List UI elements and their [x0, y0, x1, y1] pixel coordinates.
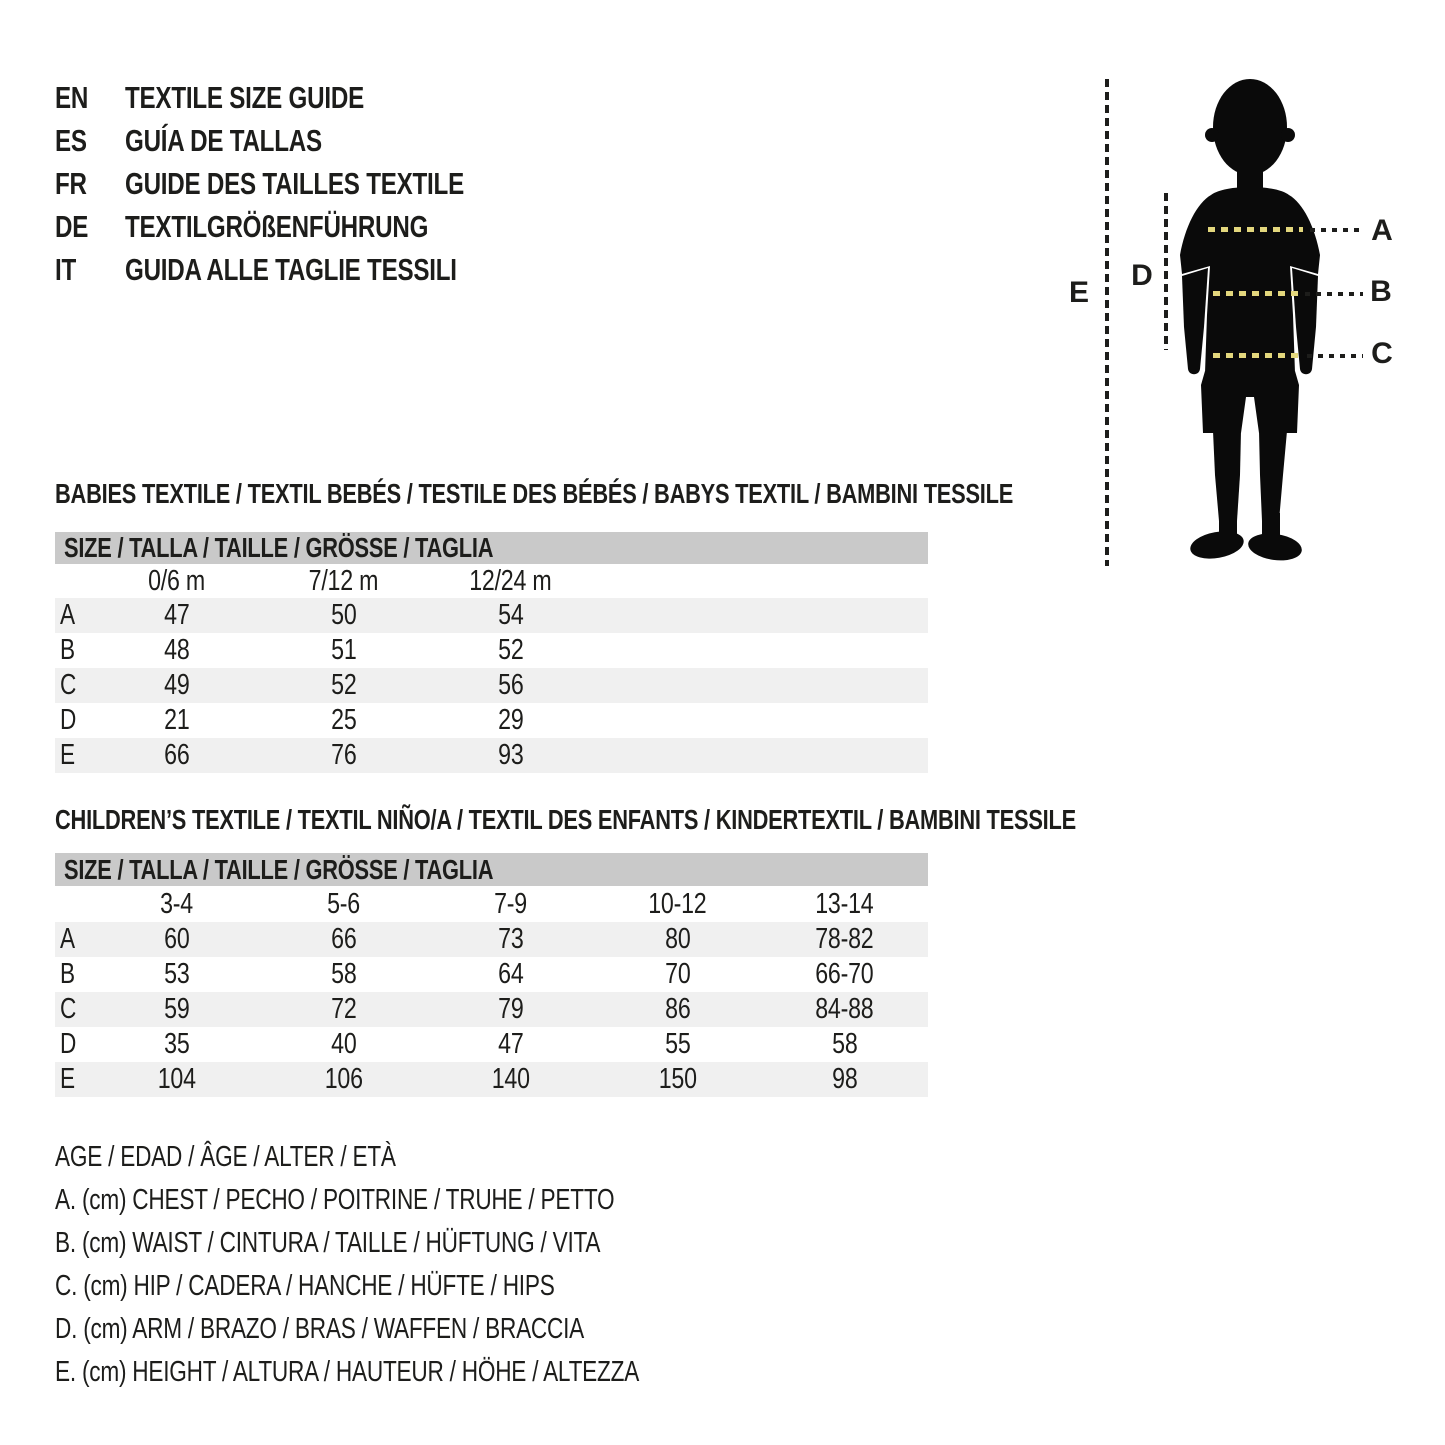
legend-line-text: E. (cm) HEIGHT / ALTURA / HAUTEUR / HÖHE / ALTEZZA — [55, 1356, 640, 1388]
table-cell-text: 140 — [491, 1063, 530, 1095]
table-cell — [594, 923, 761, 956]
row-label — [55, 958, 93, 991]
table-cell-text: 51 — [330, 634, 357, 666]
children-section-title-text: CHILDREN’S TEXTILE / TEXTIL NIÑO/A / TEXTIL DES ENFANTS / KINDERTEXTIL / BAMBINI TESSILE — [55, 804, 1076, 835]
table-cell-text: 66 — [330, 923, 357, 955]
language-guide-title: GUÍA DE TALLAS — [125, 122, 322, 158]
table-cell — [93, 599, 260, 632]
table-cell-text: 72 — [330, 993, 357, 1025]
column-header-text: 5-6 — [327, 887, 360, 920]
table-cell-text: 84-88 — [815, 993, 874, 1025]
table-cell-text: 25 — [330, 704, 357, 736]
table-cell — [260, 1063, 427, 1096]
babies-section-title-text: BABIES TEXTILE / TEXTIL BEBÉS / TESTILE DES BÉBÉS / BABYS TEXTIL / BAMBINI TESSILE — [55, 478, 1014, 509]
table-cell-text: 60 — [163, 923, 190, 955]
table-cell-text: 56 — [497, 669, 524, 701]
table-cell — [594, 993, 761, 1026]
table-row — [55, 922, 928, 957]
table-cell — [427, 599, 594, 632]
legend-line — [55, 1351, 804, 1394]
column-header — [93, 888, 260, 921]
table-cell — [427, 634, 594, 667]
table-cell — [260, 669, 427, 702]
table-cell — [427, 923, 594, 956]
column-header — [761, 888, 928, 921]
table-row — [55, 598, 928, 633]
table-row — [55, 1062, 928, 1097]
table-cell-text: 47 — [163, 599, 190, 631]
table-row — [55, 738, 928, 773]
row-label-text: E — [60, 1063, 75, 1095]
row-label-text: B — [60, 634, 75, 666]
waist-measure-line-B — [1213, 291, 1299, 296]
column-header-text: 12/24 m — [469, 564, 552, 597]
column-header-text: 13-14 — [815, 887, 874, 920]
table-cell-text: 29 — [497, 704, 524, 736]
legend-line-text: B. (cm) WAIST / CINTURA / TAILLE / HÜFTUNG / VITA — [55, 1227, 601, 1259]
table-cell-text: 48 — [163, 634, 190, 666]
row-label-text: C — [60, 993, 77, 1025]
table-cell-text: 104 — [157, 1063, 196, 1095]
table-cell — [427, 669, 594, 702]
table-cell — [761, 1028, 928, 1061]
table-cell-text: 54 — [497, 599, 524, 631]
column-header — [260, 565, 427, 598]
table-cell — [260, 704, 427, 737]
chest-leader-line-A — [1310, 228, 1363, 232]
table-row — [55, 957, 928, 992]
chest-measure-line-A — [1208, 227, 1303, 232]
children-size-header-text: SIZE / TALLA / TAILLE / GRÖSSE / TAGLIA — [64, 853, 494, 885]
legend-line — [55, 1136, 804, 1179]
arm-measure-line-D — [1164, 193, 1168, 350]
table-cell-text: 86 — [664, 993, 691, 1025]
table-cell-text: 50 — [330, 599, 357, 631]
row-label-text: D — [60, 1028, 77, 1060]
table-cell-text: 40 — [330, 1028, 357, 1060]
row-label-text: A — [60, 923, 75, 955]
table-cell-text: 21 — [163, 704, 190, 736]
table-cell — [93, 1028, 260, 1061]
figure-label-D: D — [1131, 259, 1153, 292]
table-cell — [260, 1028, 427, 1061]
table-cell-text: 66 — [163, 739, 190, 771]
table-cell — [427, 739, 594, 772]
figure-label-E: E — [1068, 276, 1089, 309]
legend-line-text: D. (cm) ARM / BRAZO / BRAS / WAFFEN / BRACCIA — [55, 1313, 585, 1345]
hip-leader-line-C — [1307, 354, 1363, 358]
children-size-table — [55, 853, 928, 1097]
table-cell — [427, 1063, 594, 1096]
table-cell — [93, 739, 260, 772]
table-cell — [427, 1028, 594, 1061]
table-cell-text: 66-70 — [815, 958, 874, 990]
table-row — [55, 668, 928, 703]
column-header — [427, 565, 594, 598]
column-header-text: 0/6 m — [148, 564, 205, 597]
table-cell-text: 80 — [664, 923, 691, 955]
table-cell-text: 79 — [497, 993, 524, 1025]
row-label — [55, 634, 93, 667]
row-label — [55, 1063, 93, 1096]
table-cell — [761, 923, 928, 956]
table-cell-text: 150 — [658, 1063, 697, 1095]
table-cell — [93, 1063, 260, 1096]
table-cell-text: 78-82 — [815, 923, 874, 955]
table-row — [55, 1027, 928, 1062]
row-label — [55, 704, 93, 737]
language-guide-title: GUIDA ALLE TAGLIE TESSILI — [125, 251, 457, 287]
language-title-list — [55, 76, 560, 291]
table-cell-text: 64 — [497, 958, 524, 990]
children-column-header-row — [55, 886, 928, 922]
table-cell — [93, 958, 260, 991]
table-cell-text: 49 — [163, 669, 190, 701]
table-cell-text: 106 — [324, 1063, 363, 1095]
table-cell-text: 93 — [497, 739, 524, 771]
language-row — [55, 162, 560, 205]
column-header — [260, 888, 427, 921]
table-cell — [427, 704, 594, 737]
language-guide-title: TEXTILGRÖßENFÜHRUNG — [125, 208, 429, 244]
language-row — [55, 76, 560, 119]
table-cell-text: 55 — [664, 1028, 691, 1060]
waist-leader-line-B — [1305, 292, 1363, 296]
table-cell — [260, 923, 427, 956]
row-label — [55, 739, 93, 772]
language-code: EN — [55, 79, 89, 115]
figure-label-A: A — [1371, 214, 1393, 247]
column-header-text: 3-4 — [160, 887, 193, 920]
figure-label-B: B — [1370, 275, 1392, 308]
table-cell — [260, 993, 427, 1026]
table-cell-text: 59 — [163, 993, 190, 1025]
table-row — [55, 992, 928, 1027]
table-cell — [93, 669, 260, 702]
legend-line — [55, 1179, 804, 1222]
column-header — [427, 888, 594, 921]
row-label — [55, 1028, 93, 1061]
table-cell — [93, 923, 260, 956]
language-code: DE — [55, 208, 89, 244]
table-cell-text: 52 — [330, 669, 357, 701]
table-cell — [594, 958, 761, 991]
language-code: IT — [55, 251, 77, 287]
table-row — [55, 633, 928, 668]
babies-size-header-bar — [55, 532, 928, 564]
table-cell — [93, 993, 260, 1026]
row-label-text: D — [60, 704, 77, 736]
legend-line — [55, 1222, 804, 1265]
table-cell-text: 53 — [163, 958, 190, 990]
legend-line-text: C. (cm) HIP / CADERA / HANCHE / HÜFTE / HIPS — [55, 1270, 555, 1302]
figure-label-C: C — [1371, 337, 1393, 370]
table-cell-text: 73 — [497, 923, 524, 955]
row-label-text: E — [60, 739, 75, 771]
table-cell — [761, 958, 928, 991]
children-size-header-bar — [55, 853, 928, 886]
table-cell — [260, 739, 427, 772]
children-section-title — [55, 803, 1364, 837]
row-label-text: A — [60, 599, 75, 631]
legend-line — [55, 1308, 804, 1351]
table-cell — [594, 1063, 761, 1096]
table-cell — [260, 599, 427, 632]
table-cell-text: 47 — [497, 1028, 524, 1060]
table-cell-text: 58 — [831, 1028, 858, 1060]
row-label — [55, 923, 93, 956]
language-guide-title: GUIDE DES TAILLES TEXTILE — [125, 165, 464, 201]
table-cell-text: 98 — [831, 1063, 858, 1095]
column-header-text: 10-12 — [648, 887, 707, 920]
legend-line-text: AGE / EDAD / ÂGE / ALTER / ETÀ — [55, 1141, 396, 1173]
language-row — [55, 248, 560, 291]
column-header — [594, 888, 761, 921]
table-row — [55, 703, 928, 738]
babies-column-header-row — [55, 564, 928, 598]
column-header-text: 7-9 — [494, 887, 527, 920]
table-cell-text: 35 — [163, 1028, 190, 1060]
table-cell — [427, 993, 594, 1026]
row-label-text: B — [60, 958, 75, 990]
table-cell — [260, 634, 427, 667]
table-cell — [260, 958, 427, 991]
language-row — [55, 119, 560, 162]
table-cell — [761, 993, 928, 1026]
table-cell — [594, 1028, 761, 1061]
table-cell — [761, 1063, 928, 1096]
table-cell-text: 58 — [330, 958, 357, 990]
row-label-text: C — [60, 669, 77, 701]
table-cell — [93, 704, 260, 737]
table-cell-text: 70 — [664, 958, 691, 990]
table-cell-text: 52 — [497, 634, 524, 666]
row-label — [55, 599, 93, 632]
column-header-text: 7/12 m — [308, 564, 379, 597]
row-label — [55, 993, 93, 1026]
legend-line — [55, 1265, 804, 1308]
column-header — [93, 565, 260, 598]
measurement-legend — [55, 1136, 804, 1394]
language-code: FR — [55, 165, 87, 201]
table-cell — [427, 958, 594, 991]
table-cell-text: 76 — [330, 739, 357, 771]
language-code: ES — [55, 122, 87, 158]
language-row — [55, 205, 560, 248]
table-cell — [93, 634, 260, 667]
babies-size-table — [55, 532, 928, 773]
row-label — [55, 669, 93, 702]
hip-measure-line-C — [1213, 353, 1303, 358]
language-guide-title: TEXTILE SIZE GUIDE — [125, 79, 364, 115]
babies-section-title — [55, 477, 1283, 511]
legend-line-text: A. (cm) CHEST / PECHO / POITRINE / TRUHE / PETTO — [55, 1184, 615, 1216]
babies-size-header-text: SIZE / TALLA / TAILLE / GRÖSSE / TAGLIA — [64, 532, 494, 563]
